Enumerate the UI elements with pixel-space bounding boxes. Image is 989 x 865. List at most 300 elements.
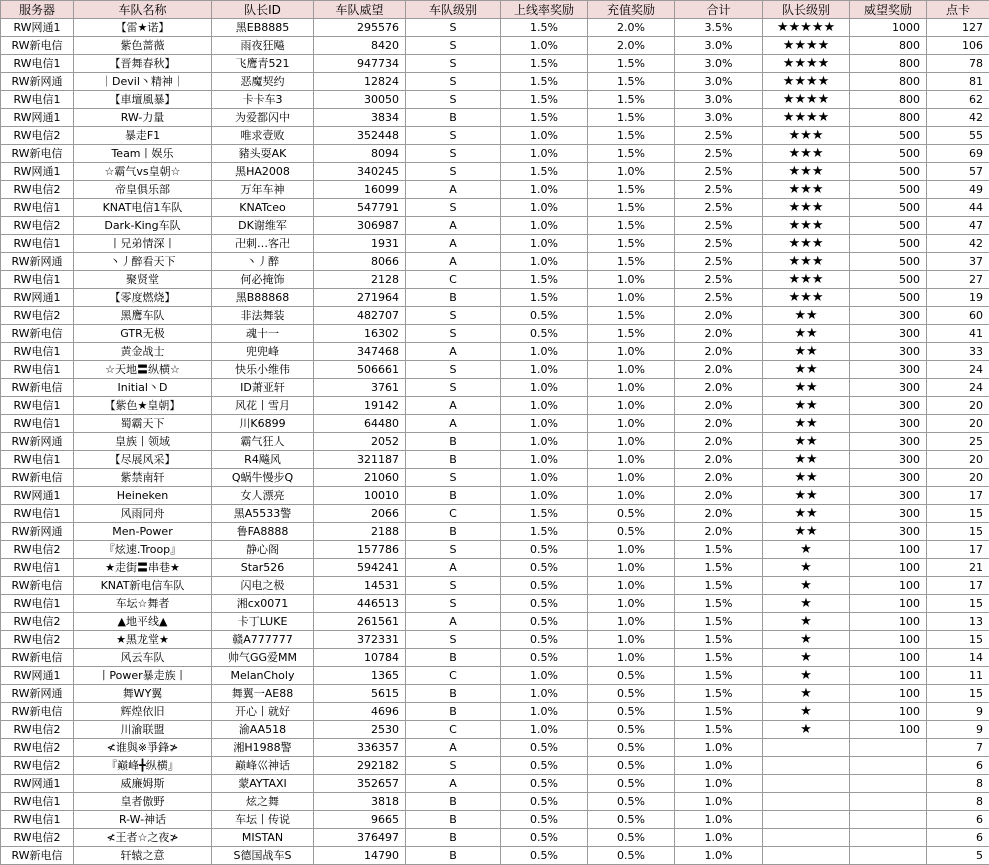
cell-captain-id: 卡丁LUKE [212, 613, 314, 631]
cell-team-level: C [406, 721, 501, 739]
cell-recharge-bonus: 1.0% [588, 289, 675, 307]
cell-team-name: 【晋舞春秋】 [74, 55, 212, 73]
cell-server: RW电信1 [1, 559, 74, 577]
cell-team-level: A [406, 235, 501, 253]
cell-team-name: 风雨同舟 [74, 505, 212, 523]
cell-prestige-bonus [850, 739, 927, 757]
cell-team-name: 黄金战士 [74, 343, 212, 361]
cell-total: 1.0% [675, 847, 763, 865]
cell-team-name: Heineken [74, 487, 212, 505]
cell-total: 3.0% [675, 55, 763, 73]
cell-server: RW电信1 [1, 343, 74, 361]
header-server: 服务器 [1, 1, 74, 19]
cell-total: 3.5% [675, 19, 763, 37]
cell-point-card: 44 [927, 199, 989, 217]
table-row [1, 361, 989, 379]
cell-point-card: 20 [927, 451, 989, 469]
cell-prestige-bonus: 500 [850, 217, 927, 235]
cell-captain-level: ★ [763, 631, 850, 649]
header-captain-level: 队长级别 [763, 1, 850, 19]
cell-captain-id: 霸气狂人 [212, 433, 314, 451]
cell-prestige: 8066 [314, 253, 406, 271]
cell-total: 1.5% [675, 649, 763, 667]
cell-server: RW电信2 [1, 631, 74, 649]
cell-team-name: ★走街〓串巷★ [74, 559, 212, 577]
cell-online-bonus: 0.5% [501, 631, 588, 649]
cell-online-bonus: 1.5% [501, 73, 588, 91]
cell-captain-level: ★★ [763, 379, 850, 397]
cell-prestige: 347468 [314, 343, 406, 361]
cell-team-level: S [406, 145, 501, 163]
cell-captain-id: 静心阁 [212, 541, 314, 559]
table-row [1, 685, 989, 703]
cell-prestige: 2128 [314, 271, 406, 289]
cell-recharge-bonus: 1.0% [588, 595, 675, 613]
cell-prestige: 376497 [314, 829, 406, 847]
cell-recharge-bonus: 1.0% [588, 415, 675, 433]
cell-prestige: 2530 [314, 721, 406, 739]
cell-server: RW新网通 [1, 73, 74, 91]
cell-team-level: S [406, 37, 501, 55]
cell-server: RW电信2 [1, 613, 74, 631]
cell-team-level: B [406, 703, 501, 721]
cell-team-level: B [406, 109, 501, 127]
cell-prestige-bonus [850, 811, 927, 829]
cell-team-name: 【車壇風暴】 [74, 91, 212, 109]
cell-point-card: 6 [927, 829, 989, 847]
cell-prestige: 14531 [314, 577, 406, 595]
cell-point-card: 8 [927, 793, 989, 811]
cell-captain-level [763, 847, 850, 865]
cell-prestige: 12824 [314, 73, 406, 91]
cell-captain-level: ★★ [763, 343, 850, 361]
cell-captain-id: Star526 [212, 559, 314, 577]
cell-prestige-bonus: 100 [850, 649, 927, 667]
cell-server: RW新网通 [1, 253, 74, 271]
cell-captain-level: ★ [763, 577, 850, 595]
cell-recharge-bonus: 1.5% [588, 325, 675, 343]
cell-prestige: 1931 [314, 235, 406, 253]
cell-prestige: 10784 [314, 649, 406, 667]
cell-point-card: 25 [927, 433, 989, 451]
cell-prestige: 2052 [314, 433, 406, 451]
table-row [1, 847, 989, 865]
cell-team-name: 帝皇俱乐部 [74, 181, 212, 199]
cell-team-level: S [406, 361, 501, 379]
cell-server: RW新电信 [1, 37, 74, 55]
table-row [1, 469, 989, 487]
cell-online-bonus: 1.0% [501, 235, 588, 253]
cell-point-card: 33 [927, 343, 989, 361]
cell-team-level: A [406, 343, 501, 361]
header-captain-id: 队长ID [212, 1, 314, 19]
cell-prestige-bonus: 100 [850, 559, 927, 577]
cell-recharge-bonus: 1.5% [588, 55, 675, 73]
cell-captain-id: 川K6899 [212, 415, 314, 433]
cell-captain-level: ★★★★ [763, 91, 850, 109]
cell-team-name: Dark-King车队 [74, 217, 212, 235]
cell-online-bonus: 1.0% [501, 397, 588, 415]
cell-team-level: S [406, 325, 501, 343]
cell-total: 1.0% [675, 757, 763, 775]
cell-total: 2.5% [675, 289, 763, 307]
cell-recharge-bonus: 1.5% [588, 91, 675, 109]
cell-total: 3.0% [675, 91, 763, 109]
cell-prestige-bonus: 100 [850, 667, 927, 685]
cell-team-level: S [406, 307, 501, 325]
cell-recharge-bonus: 2.0% [588, 19, 675, 37]
cell-team-level: S [406, 379, 501, 397]
cell-point-card: 47 [927, 217, 989, 235]
header-recharge-bonus: 充值奖励 [588, 1, 675, 19]
cell-team-name: 皇者傲野 [74, 793, 212, 811]
header-row [1, 1, 989, 19]
cell-point-card: 62 [927, 91, 989, 109]
cell-online-bonus: 0.5% [501, 811, 588, 829]
table-row [1, 181, 989, 199]
cell-prestige-bonus: 500 [850, 253, 927, 271]
cell-server: RW电信1 [1, 235, 74, 253]
table-row [1, 811, 989, 829]
header-team-level: 车队级别 [406, 1, 501, 19]
cell-server: RW电信1 [1, 451, 74, 469]
cell-prestige-bonus [850, 757, 927, 775]
cell-prestige: 9665 [314, 811, 406, 829]
table-row [1, 163, 989, 181]
cell-online-bonus: 0.5% [501, 757, 588, 775]
cell-server: RW电信2 [1, 541, 74, 559]
cell-prestige: 30050 [314, 91, 406, 109]
cell-recharge-bonus: 0.5% [588, 667, 675, 685]
cell-prestige-bonus: 300 [850, 433, 927, 451]
cell-prestige-bonus: 100 [850, 721, 927, 739]
cell-captain-id: 炫之舞 [212, 793, 314, 811]
cell-captain-id: 帅气GG爱MM [212, 649, 314, 667]
cell-prestige: 506661 [314, 361, 406, 379]
table-row [1, 37, 989, 55]
cell-captain-id: 湘cx0071 [212, 595, 314, 613]
table-row [1, 199, 989, 217]
cell-point-card: 24 [927, 361, 989, 379]
cell-team-name: ☆霸气vs皇朝☆ [74, 163, 212, 181]
cell-team-level: A [406, 397, 501, 415]
cell-prestige: 1365 [314, 667, 406, 685]
cell-team-level: S [406, 577, 501, 595]
cell-team-level: B [406, 811, 501, 829]
cell-team-level: S [406, 19, 501, 37]
cell-recharge-bonus: 0.5% [588, 703, 675, 721]
cell-captain-level: ★ [763, 703, 850, 721]
cell-online-bonus: 0.5% [501, 577, 588, 595]
cell-team-level: S [406, 469, 501, 487]
cell-captain-level: ★★★★ [763, 73, 850, 91]
cell-total: 1.5% [675, 667, 763, 685]
cell-prestige-bonus: 100 [850, 631, 927, 649]
cell-server: RW网通1 [1, 667, 74, 685]
cell-recharge-bonus: 2.0% [588, 37, 675, 55]
cell-prestige: 5615 [314, 685, 406, 703]
cell-team-name: 黑鹰车队 [74, 307, 212, 325]
cell-captain-id: 舞翼一AE88 [212, 685, 314, 703]
cell-captain-id: S德国战车S [212, 847, 314, 865]
cell-team-name: 丨Power暴走族丨 [74, 667, 212, 685]
cell-team-name: 紫禁南轩 [74, 469, 212, 487]
cell-total: 1.5% [675, 577, 763, 595]
cell-point-card: 27 [927, 271, 989, 289]
cell-team-name: ≮谁與※爭鋒≯ [74, 739, 212, 757]
cell-captain-id: 蒙AYTAXI [212, 775, 314, 793]
cell-server: RW新电信 [1, 703, 74, 721]
cell-recharge-bonus: 1.0% [588, 613, 675, 631]
cell-prestige-bonus [850, 847, 927, 865]
cell-prestige: 10010 [314, 487, 406, 505]
cell-team-name: 丨兄弟情深丨 [74, 235, 212, 253]
cell-server: RW网通1 [1, 487, 74, 505]
cell-total: 2.0% [675, 505, 763, 523]
cell-team-name: ≮王者☆之夜≯ [74, 829, 212, 847]
cell-point-card: 57 [927, 163, 989, 181]
cell-point-card: 15 [927, 595, 989, 613]
cell-total: 2.0% [675, 469, 763, 487]
cell-team-name: ★黑龙堂★ [74, 631, 212, 649]
cell-team-level: S [406, 757, 501, 775]
cell-online-bonus: 1.0% [501, 343, 588, 361]
cell-online-bonus: 1.5% [501, 19, 588, 37]
cell-prestige: 14790 [314, 847, 406, 865]
table-row [1, 577, 989, 595]
cell-server: RW新电信 [1, 379, 74, 397]
cell-team-name: 聚贤堂 [74, 271, 212, 289]
cell-prestige: 482707 [314, 307, 406, 325]
cell-team-level: C [406, 271, 501, 289]
cell-captain-level: ★★★★★ [763, 19, 850, 37]
cell-captain-level: ★★★★ [763, 37, 850, 55]
table-row [1, 253, 989, 271]
table-row [1, 631, 989, 649]
cell-prestige: 2066 [314, 505, 406, 523]
cell-total: 1.5% [675, 631, 763, 649]
cell-point-card: 9 [927, 721, 989, 739]
cell-point-card: 78 [927, 55, 989, 73]
cell-online-bonus: 1.0% [501, 217, 588, 235]
cell-total: 2.5% [675, 217, 763, 235]
cell-total: 2.5% [675, 145, 763, 163]
cell-prestige-bonus: 1000 [850, 19, 927, 37]
cell-prestige-bonus: 100 [850, 703, 927, 721]
cell-captain-level: ★★ [763, 451, 850, 469]
table-row [1, 217, 989, 235]
cell-team-level: A [406, 181, 501, 199]
cell-prestige: 3818 [314, 793, 406, 811]
cell-captain-id: 为爱都闪中 [212, 109, 314, 127]
cell-captain-level: ★★ [763, 433, 850, 451]
cell-team-level: A [406, 415, 501, 433]
cell-team-level: B [406, 451, 501, 469]
cell-recharge-bonus: 0.5% [588, 757, 675, 775]
cell-online-bonus: 1.0% [501, 181, 588, 199]
cell-captain-level [763, 793, 850, 811]
cell-online-bonus: 0.5% [501, 847, 588, 865]
cell-prestige-bonus: 800 [850, 55, 927, 73]
cell-team-name: Men-Power [74, 523, 212, 541]
cell-team-level: S [406, 127, 501, 145]
cell-prestige-bonus: 500 [850, 145, 927, 163]
cell-captain-id: 兜兜峰 [212, 343, 314, 361]
cell-team-name: 蜀霸天下 [74, 415, 212, 433]
table-row [1, 343, 989, 361]
table-row [1, 613, 989, 631]
cell-recharge-bonus: 1.0% [588, 451, 675, 469]
cell-server: RW新网通 [1, 433, 74, 451]
cell-server: RW电信1 [1, 271, 74, 289]
table-row [1, 127, 989, 145]
cell-recharge-bonus: 1.5% [588, 181, 675, 199]
cell-prestige-bonus: 500 [850, 271, 927, 289]
cell-server: RW电信1 [1, 397, 74, 415]
cell-prestige-bonus: 100 [850, 685, 927, 703]
cell-captain-id: 唯求壹败 [212, 127, 314, 145]
table-row [1, 145, 989, 163]
cell-total: 2.5% [675, 253, 763, 271]
cell-recharge-bonus: 1.5% [588, 73, 675, 91]
cell-point-card: 7 [927, 739, 989, 757]
cell-point-card: 42 [927, 109, 989, 127]
cell-team-level: B [406, 649, 501, 667]
cell-point-card: 106 [927, 37, 989, 55]
table-row [1, 73, 989, 91]
cell-captain-id: 车坛丨传说 [212, 811, 314, 829]
cell-team-level: S [406, 595, 501, 613]
cell-team-level: B [406, 433, 501, 451]
cell-captain-id: 雨夜狂飚 [212, 37, 314, 55]
cell-team-level: S [406, 55, 501, 73]
cell-team-name: 丶丿醉看天下 [74, 253, 212, 271]
cell-prestige: 295576 [314, 19, 406, 37]
cell-online-bonus: 1.5% [501, 109, 588, 127]
cell-total: 2.5% [675, 199, 763, 217]
cell-captain-id: MelanCholy [212, 667, 314, 685]
cell-online-bonus: 0.5% [501, 541, 588, 559]
cell-recharge-bonus: 1.0% [588, 271, 675, 289]
cell-point-card: 15 [927, 505, 989, 523]
cell-online-bonus: 1.5% [501, 91, 588, 109]
cell-total: 2.0% [675, 451, 763, 469]
cell-online-bonus: 0.5% [501, 325, 588, 343]
cell-server: RW电信1 [1, 505, 74, 523]
cell-prestige: 21060 [314, 469, 406, 487]
cell-point-card: 21 [927, 559, 989, 577]
cell-captain-level: ★ [763, 721, 850, 739]
cell-point-card: 6 [927, 757, 989, 775]
cell-captain-id: 丶丿醉 [212, 253, 314, 271]
cell-captain-id: 万年车神 [212, 181, 314, 199]
cell-server: RW电信1 [1, 793, 74, 811]
cell-team-level: B [406, 847, 501, 865]
cell-point-card: 41 [927, 325, 989, 343]
cell-total: 1.0% [675, 811, 763, 829]
cell-total: 3.0% [675, 73, 763, 91]
cell-captain-level [763, 757, 850, 775]
cell-server: RW网通1 [1, 775, 74, 793]
cell-recharge-bonus: 1.0% [588, 361, 675, 379]
cell-prestige-bonus: 100 [850, 541, 927, 559]
cell-team-level: B [406, 685, 501, 703]
cell-point-card: 69 [927, 145, 989, 163]
cell-team-name: RW-力量 [74, 109, 212, 127]
cell-team-name: 【紫色★皇朝】 [74, 397, 212, 415]
table-row [1, 289, 989, 307]
cell-server: RW电信1 [1, 811, 74, 829]
cell-recharge-bonus: 0.5% [588, 685, 675, 703]
cell-server: RW新电信 [1, 847, 74, 865]
cell-total: 1.5% [675, 703, 763, 721]
cell-total: 2.0% [675, 343, 763, 361]
cell-point-card: 6 [927, 811, 989, 829]
cell-prestige: 16099 [314, 181, 406, 199]
cell-captain-id: 快乐小维伟 [212, 361, 314, 379]
cell-online-bonus: 1.5% [501, 289, 588, 307]
cell-team-level: B [406, 829, 501, 847]
cell-captain-id: KNATceo [212, 199, 314, 217]
cell-prestige-bonus: 500 [850, 181, 927, 199]
cell-prestige: 2188 [314, 523, 406, 541]
cell-total: 3.0% [675, 37, 763, 55]
cell-captain-level: ★★ [763, 415, 850, 433]
cell-recharge-bonus: 1.0% [588, 631, 675, 649]
cell-server: RW电信2 [1, 757, 74, 775]
cell-online-bonus: 0.5% [501, 793, 588, 811]
cell-recharge-bonus: 1.0% [588, 487, 675, 505]
cell-point-card: 15 [927, 685, 989, 703]
cell-captain-id: 何必掩饰 [212, 271, 314, 289]
table-row [1, 829, 989, 847]
table-row [1, 487, 989, 505]
cell-captain-id: ID萧亚轩 [212, 379, 314, 397]
cell-recharge-bonus: 0.5% [588, 739, 675, 757]
table-row [1, 595, 989, 613]
cell-captain-level: ★ [763, 649, 850, 667]
cell-captain-id: 鲁FA8888 [212, 523, 314, 541]
cell-online-bonus: 0.5% [501, 739, 588, 757]
cell-team-level: S [406, 73, 501, 91]
table-row [1, 451, 989, 469]
cell-captain-level: ★ [763, 613, 850, 631]
cell-point-card: 17 [927, 487, 989, 505]
cell-total: 1.5% [675, 613, 763, 631]
cell-server: RW电信1 [1, 361, 74, 379]
cell-team-level: C [406, 505, 501, 523]
cell-captain-level: ★★ [763, 469, 850, 487]
table-row [1, 757, 989, 775]
cell-prestige: 547791 [314, 199, 406, 217]
cell-team-name: 威廉姆斯 [74, 775, 212, 793]
table-row [1, 415, 989, 433]
cell-prestige: 3834 [314, 109, 406, 127]
cell-total: 1.0% [675, 829, 763, 847]
cell-team-name: 川渝联盟 [74, 721, 212, 739]
cell-online-bonus: 1.0% [501, 361, 588, 379]
cell-team-level: B [406, 289, 501, 307]
cell-point-card: 81 [927, 73, 989, 91]
cell-prestige-bonus [850, 829, 927, 847]
cell-team-name: 风云车队 [74, 649, 212, 667]
cell-total: 2.0% [675, 415, 763, 433]
cell-captain-id: MISTAN [212, 829, 314, 847]
cell-online-bonus: 0.5% [501, 559, 588, 577]
cell-captain-level [763, 775, 850, 793]
cell-team-level: A [406, 217, 501, 235]
cell-team-level: A [406, 559, 501, 577]
